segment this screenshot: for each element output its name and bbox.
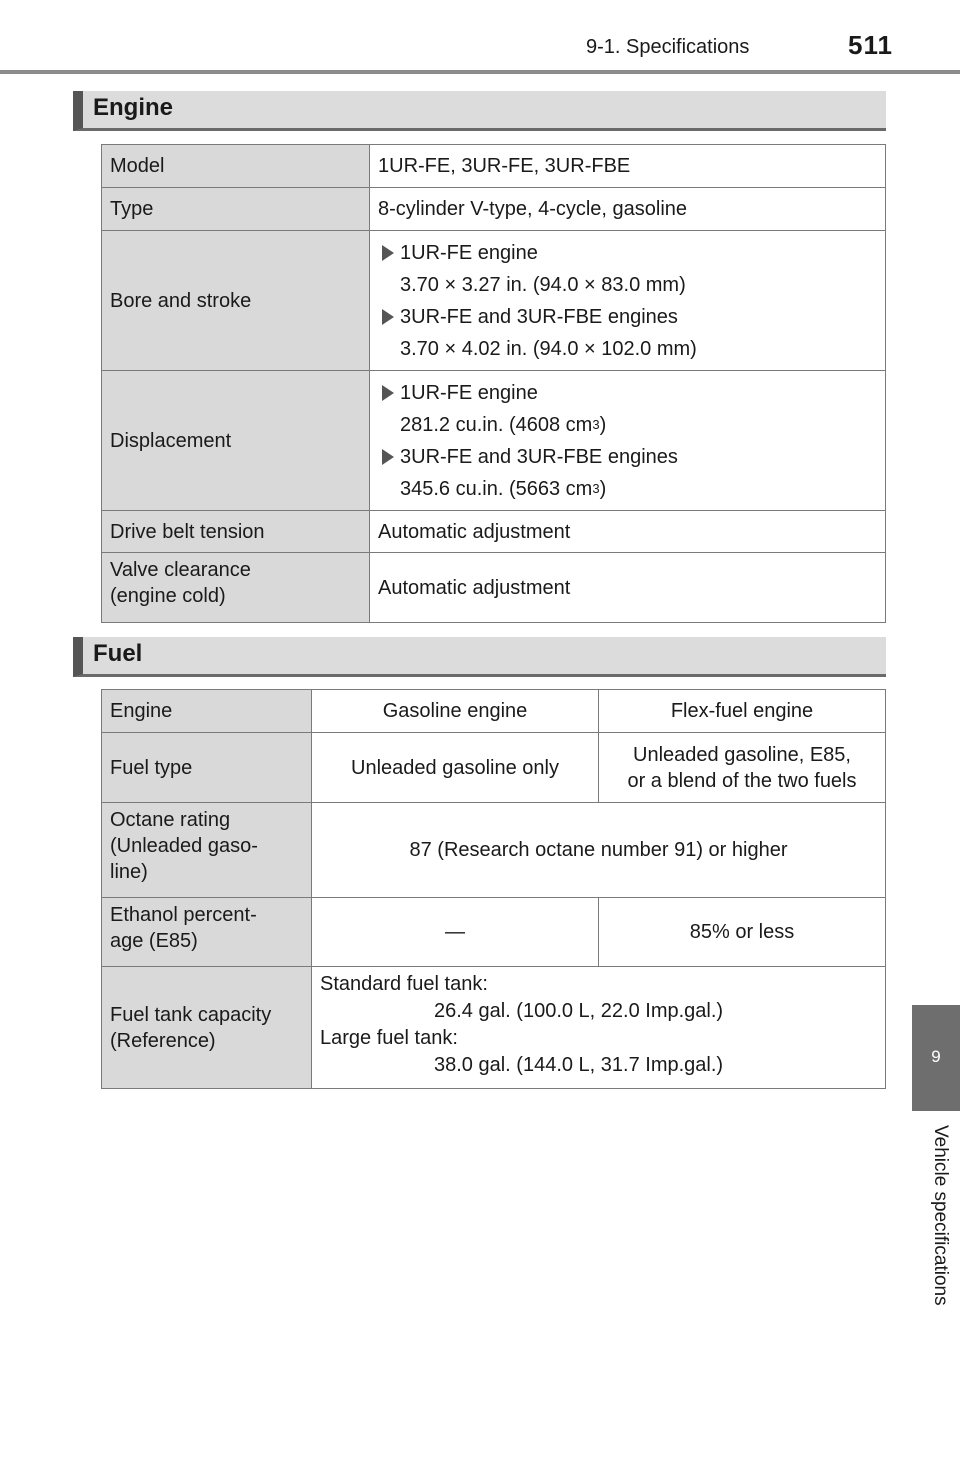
engine-label: Engine	[102, 690, 312, 733]
table-row	[102, 733, 886, 803]
octane-label-line-2: (Unleaded gaso-	[110, 835, 258, 857]
fuel-type-gasoline: Unleaded gasoline only	[312, 733, 599, 803]
valve-value: Automatic adjustment	[370, 553, 886, 623]
fuel-type-flex-line-2: or a blend of the two fuels	[627, 769, 857, 792]
header-divider	[0, 70, 960, 74]
gasoline-engine-header: Gasoline engine	[312, 690, 599, 733]
disp-2-close: )	[599, 477, 607, 500]
engine-section-heading	[73, 91, 886, 131]
type-value: 8-cylinder V-type, 4-cycle, gasoline	[370, 188, 886, 231]
tank-label-line-2: (Reference)	[110, 1029, 216, 1052]
model-label: Model	[102, 145, 370, 188]
flex-fuel-engine-header: Flex-fuel engine	[599, 690, 886, 733]
bore-label: Bore and stroke	[102, 231, 370, 371]
table-row	[102, 967, 886, 1089]
table-row	[102, 231, 886, 371]
triangle-bullet-icon	[382, 245, 394, 261]
disp-1-value-text: 281.2 cu.in. (4608 cm	[400, 413, 593, 436]
ethanol-gasoline: —	[312, 898, 599, 967]
engine-spec-table	[101, 144, 886, 623]
octane-label-line-3: line)	[110, 861, 148, 883]
triangle-bullet-icon	[382, 309, 394, 325]
belt-label: Drive belt tension	[102, 511, 370, 553]
table-row	[102, 553, 886, 623]
valve-label-line-1: Valve clearance	[110, 559, 251, 581]
fuel-section-heading	[73, 637, 886, 677]
table-row	[102, 145, 886, 188]
triangle-bullet-icon	[382, 449, 394, 465]
table-row	[102, 371, 886, 511]
disp-1-value: 281.2 cu.in. (4608 cm 3 )	[400, 413, 607, 436]
bore-value	[370, 231, 886, 371]
table-row	[102, 511, 886, 553]
displacement-value	[370, 371, 886, 511]
fuel-heading-text: Fuel	[93, 640, 143, 667]
table-row	[102, 188, 886, 231]
list-item	[378, 237, 877, 269]
type-label: Type	[102, 188, 370, 231]
fuel-type-flex-line-1: Unleaded gasoline, E85,	[633, 743, 851, 766]
table-row	[102, 690, 886, 733]
tank-value	[312, 967, 886, 1089]
valve-label	[102, 553, 370, 623]
page-number: 511	[848, 30, 893, 60]
octane-value: 87 (Research octane number 91) or higher	[312, 803, 886, 898]
section-title: 9-1. Specifications	[586, 36, 750, 58]
displacement-label: Displacement	[102, 371, 370, 511]
ethanol-label	[102, 898, 312, 967]
disp-2-value-text: 345.6 cu.in. (5663 cm	[400, 477, 593, 500]
table-row	[102, 898, 886, 967]
fuel-type-label: Fuel type	[102, 733, 312, 803]
list-item	[378, 441, 877, 473]
triangle-bullet-icon	[382, 385, 394, 401]
belt-value: Automatic adjustment	[370, 511, 886, 553]
ethanol-label-line-1: Ethanol percent-	[110, 904, 257, 926]
fuel-type-flex	[599, 733, 886, 803]
ethanol-label-line-2: age (E85)	[110, 930, 198, 952]
ethanol-flex: 85% or less	[599, 898, 886, 967]
list-item	[378, 301, 877, 333]
bore-1-value: 3.70 × 3.27 in. (94.0 × 83.0 mm)	[400, 273, 686, 296]
bore-2-value: 3.70 × 4.02 in. (94.0 × 102.0 mm)	[400, 337, 697, 360]
engine-heading-text: Engine	[93, 94, 174, 121]
model-value: 1UR-FE, 3UR-FE, 3UR-FBE	[370, 145, 886, 188]
disp-1-close: )	[599, 413, 607, 436]
disp-1-engine: 1UR-FE engine	[400, 381, 538, 404]
chapter-title: Vehicle specifications	[930, 1125, 951, 1306]
tank-large-value: 38.0 gal. (144.0 L, 31.7 Imp.gal.)	[434, 1054, 724, 1076]
table-row	[102, 803, 886, 898]
tank-large-label: Large fuel tank:	[320, 1027, 458, 1049]
chapter-tab: 9	[912, 1005, 960, 1111]
valve-label-line-2: (engine cold)	[110, 585, 226, 607]
fuel-spec-table	[101, 689, 886, 1089]
bore-2-engine: 3UR-FE and 3UR-FBE engines	[400, 305, 678, 328]
octane-label	[102, 803, 312, 898]
octane-label-line-1: Octane rating	[110, 809, 231, 831]
tank-standard-value: 26.4 gal. (100.0 L, 22.0 Imp.gal.)	[434, 1000, 724, 1022]
disp-2-value: 345.6 cu.in. (5663 cm 3 )	[400, 477, 607, 500]
tank-label	[102, 967, 312, 1089]
disp-2-engine: 3UR-FE and 3UR-FBE engines	[400, 445, 678, 468]
list-item	[378, 377, 877, 409]
bore-1-engine: 1UR-FE engine	[400, 241, 538, 264]
tank-label-line-1: Fuel tank capacity	[110, 1003, 272, 1026]
tank-standard-label: Standard fuel tank:	[320, 973, 488, 995]
